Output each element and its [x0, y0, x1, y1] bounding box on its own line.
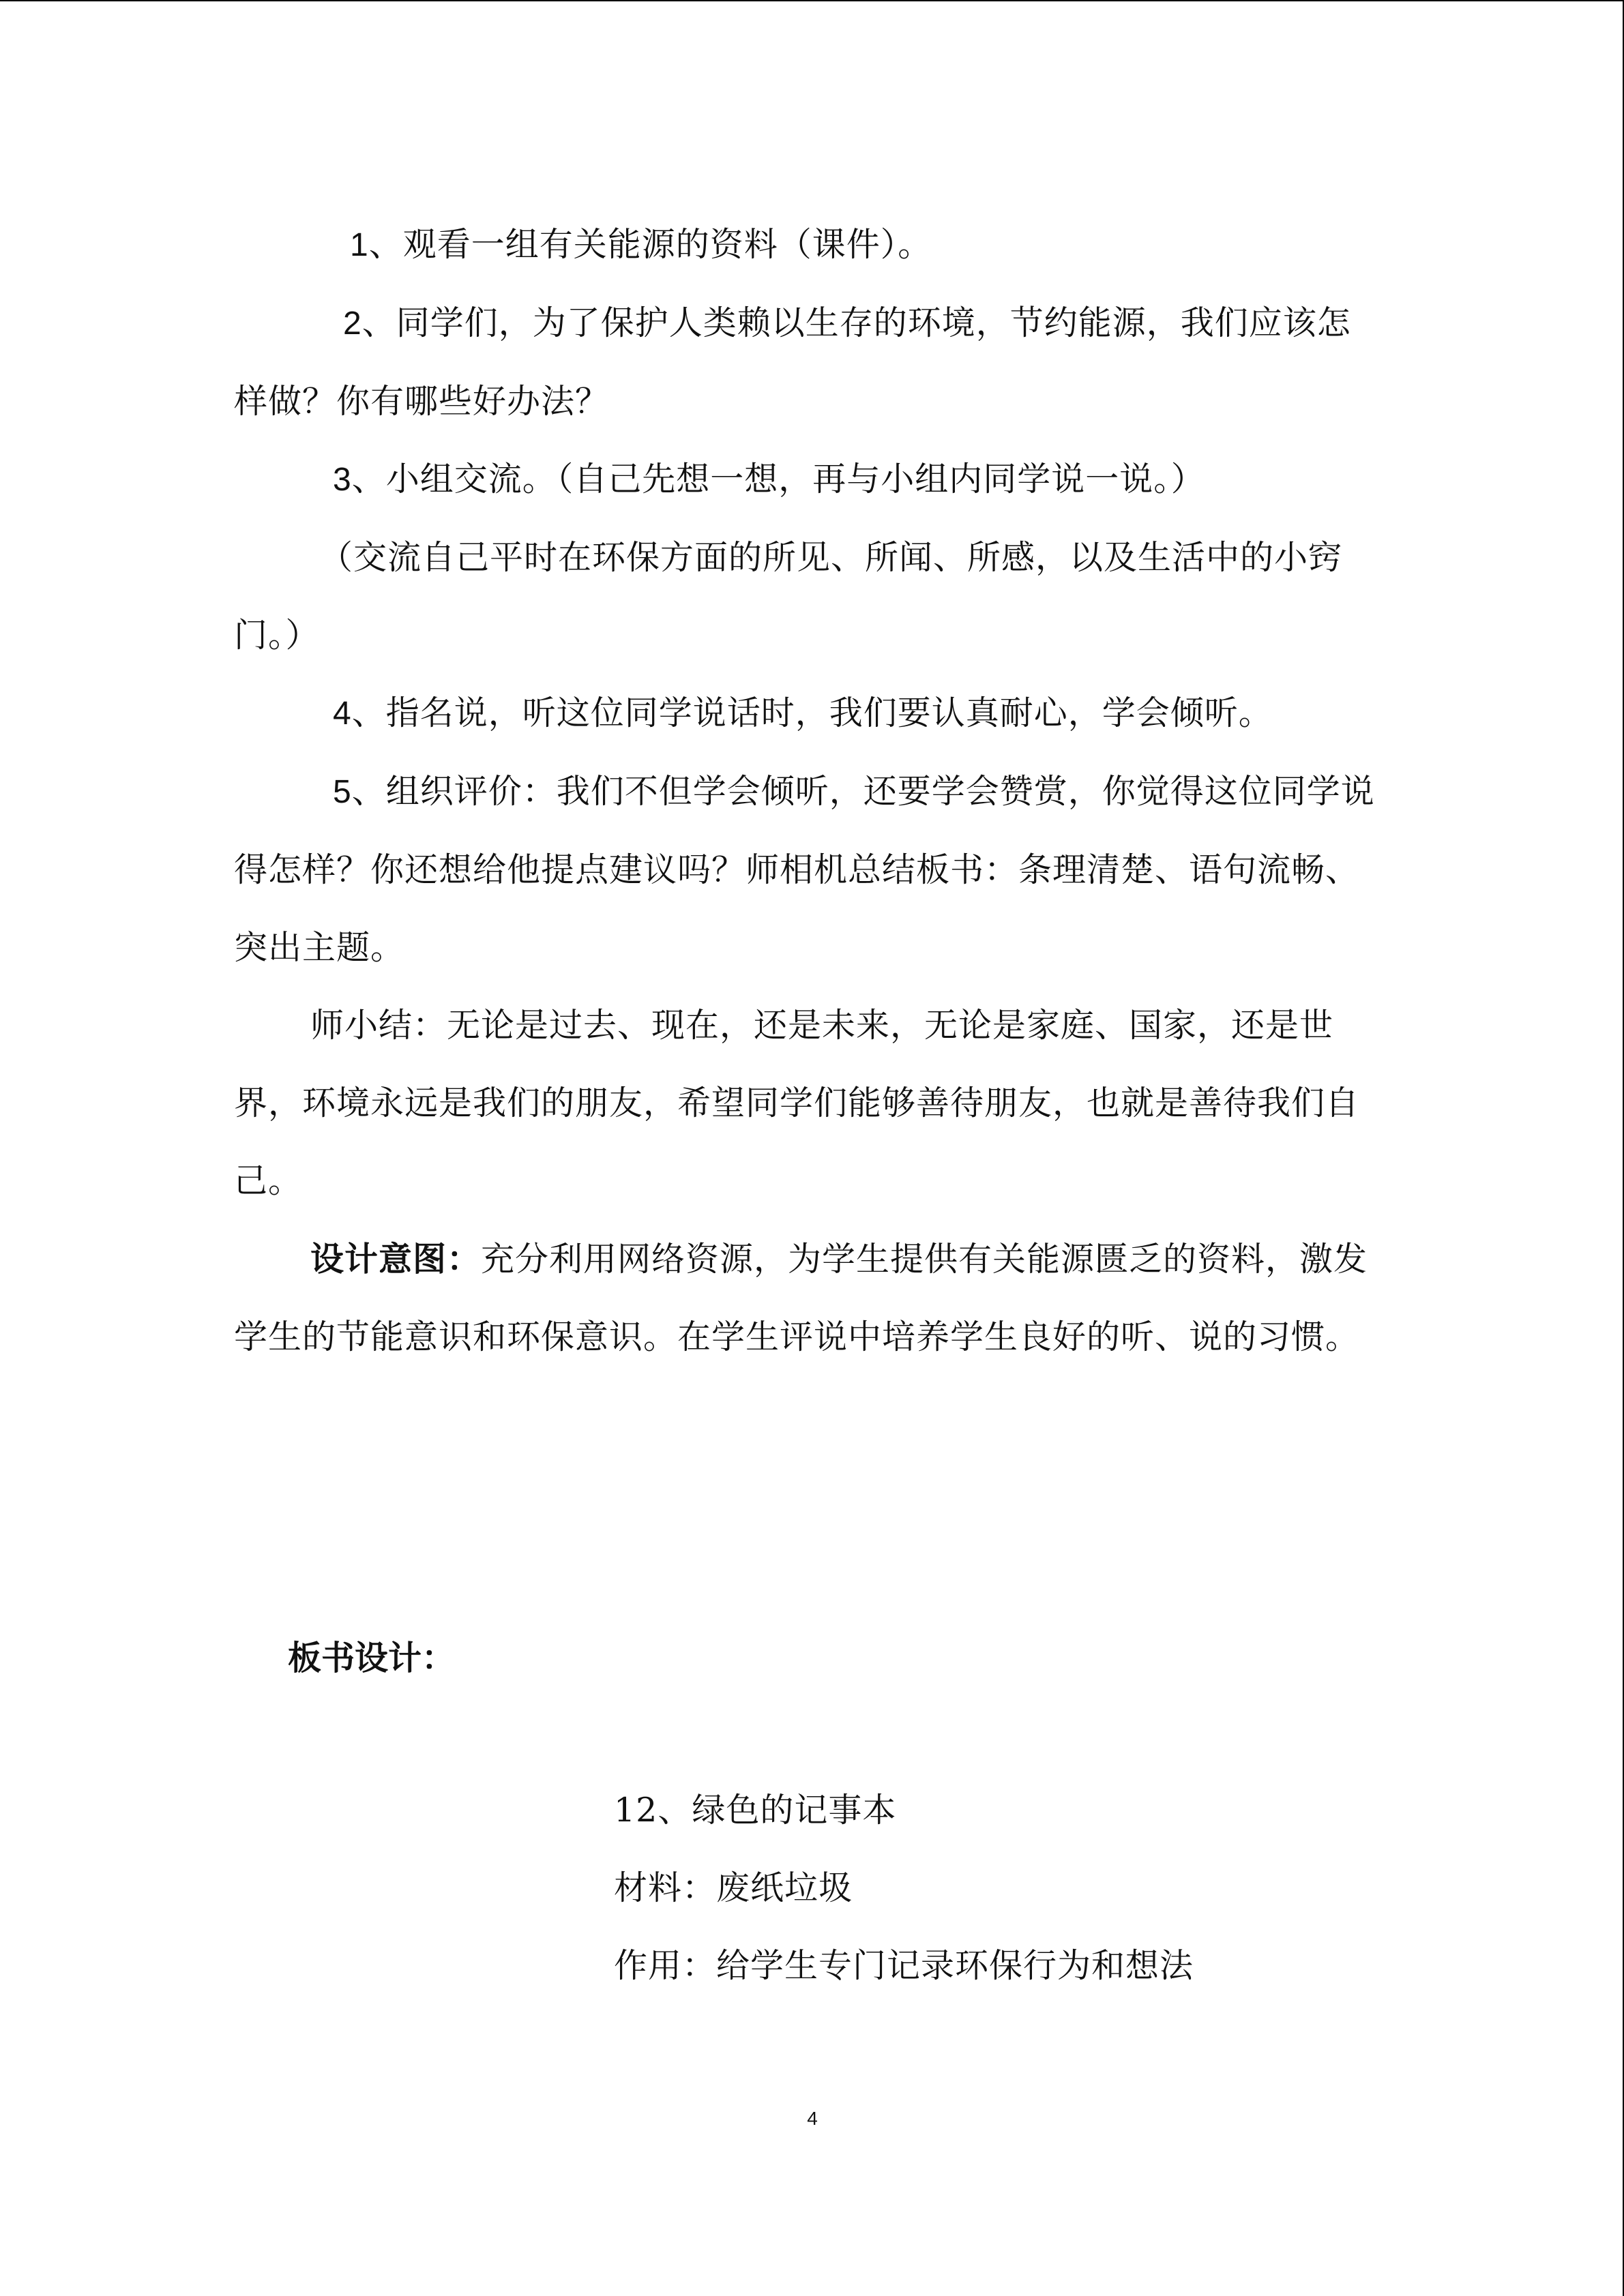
- paragraph-2: [234, 284, 1380, 441]
- paragraph-5-number: 4: [333, 696, 352, 732]
- paragraph-1: [234, 206, 1380, 284]
- board-line-material: 材料：废纸垃圾: [614, 1868, 853, 1907]
- board-line-purpose: 作用：给学生专门记录环保行为和想法: [614, 1946, 1194, 1985]
- design-intent-label: 设计意图：: [310, 1239, 482, 1279]
- main-content: [234, 206, 1380, 1376]
- board-line-title: 12、绿色的记事本: [614, 1791, 897, 1830]
- paragraph-4-text: （交流自己平时在环保方面的所见、所闻、所感，以及生活中的小窍门。）: [234, 538, 1343, 655]
- paragraph-6-text: 、组织评价：我们不但学会倾听，还要学会赞赏，你觉得这位同学说得怎样？你还想给他提点建议吗？师相机总结板书：条理清楚、语句流畅、突出主题。: [234, 772, 1375, 967]
- paragraph-4: [234, 519, 1380, 674]
- page-number: 4: [807, 2108, 818, 2129]
- paragraph-6-number: 5: [333, 774, 352, 810]
- paragraph-1-number: 1: [350, 227, 369, 263]
- board-design-heading: 板书设计：: [288, 1638, 456, 1678]
- paragraph-6: [234, 753, 1380, 987]
- paragraph-5: [234, 674, 1380, 753]
- paragraph-1-text: 、观看一组有关能源的资料（课件）。: [368, 225, 932, 264]
- teacher-summary-paragraph: [234, 987, 1380, 1220]
- paragraph-2-text: 、同学们，为了保护人类赖以生存的环境，节约能源，我们应该怎样做？你有哪些好办法？: [234, 303, 1351, 421]
- design-intent-paragraph: [234, 1220, 1380, 1376]
- paragraph-2-number: 2: [343, 305, 362, 342]
- paragraph-3: [234, 441, 1380, 519]
- teacher-summary-text: 师小结：无论是过去、现在，还是未来，无论是家庭、国家，还是世界，环境永远是我们的朋友，希望同学们能够善待朋友，也就是善待我们自己。: [234, 1006, 1360, 1200]
- paragraph-3-text: 、小组交流。（自己先想一想，再与小组内同学说一说。）: [351, 460, 1205, 498]
- paragraph-5-text: 、指名说，听这位同学说话时，我们要认真耐心，学会倾听。: [351, 694, 1273, 732]
- board-design-box: [614, 1772, 1432, 2005]
- design-intent-text: 充分利用网络资源，为学生提供有关能源匮乏的资料，激发学生的节能意识和环保意识。在学生评说中培养学生良好的听、说的习惯。: [234, 1240, 1368, 1356]
- paragraph-3-number: 3: [333, 462, 352, 498]
